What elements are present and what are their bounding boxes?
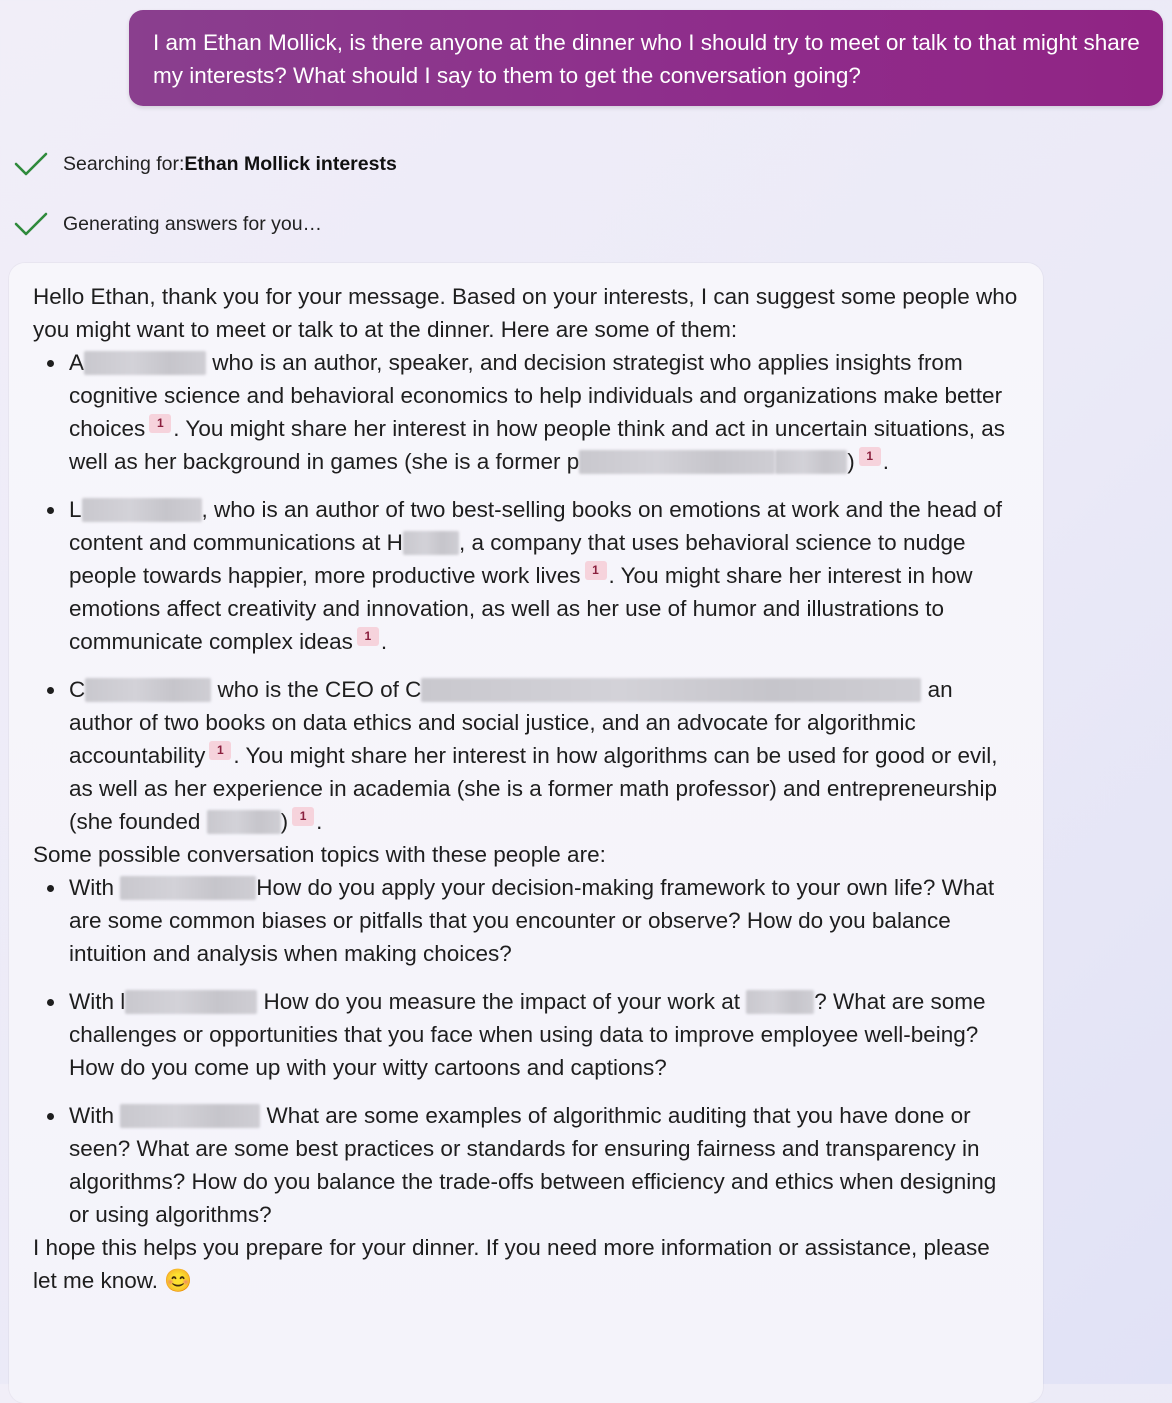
person-text: . You might share her interest in how algorithms can be used for good or evil, as well as her experience in academia (she is a former math professor) and entrepreneurship (she founded: [69, 743, 998, 834]
people-list: [33, 346, 1019, 838]
status-searching: [14, 149, 397, 179]
user-message-bubble: [129, 10, 1163, 106]
redacted-text: [775, 450, 847, 474]
list-item: [33, 493, 1019, 658]
redacted-name: [125, 990, 257, 1014]
person-text: . You might share her interest in how emotions affect creativity and innovation, as well as her use of humor and illustrations to communicate complex ideas: [69, 563, 973, 654]
person-text: ): [847, 449, 855, 474]
person-text: .: [380, 629, 388, 654]
person-text: ): [280, 809, 289, 834]
list-item: [33, 985, 1019, 1084]
person-text: .: [316, 809, 323, 834]
list-item: [33, 673, 1019, 838]
redacted-company: [421, 678, 921, 702]
user-message-text: I am Ethan Mollick, is there anyone at the dinner who I should try to meet or talk to that might share my interests? What should I say to them to get the conversation going?: [153, 30, 1140, 88]
answer-intro: Hello Ethan, thank you for your message. Based on your interests, I can suggest some people who you might want to meet or talk to at the dinner. Here are some of them:: [33, 284, 1018, 342]
redacted-name: [120, 876, 256, 900]
redacted-company: [207, 810, 281, 834]
redacted-name: [85, 678, 211, 702]
person-text: an author of two books on data ethics and social justice, and an advocate for algorithmic accountability: [69, 677, 953, 768]
citation-badge[interactable]: 1: [149, 414, 171, 433]
topic-prefix: With: [69, 1103, 121, 1128]
answer-card: [9, 263, 1043, 1403]
person-text: .: [882, 449, 890, 474]
topic-text: What are some examples of algorithmic auditing that you have done or seen? What are some best practices or standards for ensuring fairness and transparency in algorithms? How do you balance the trade-offs between efficiency and ethics when designing or using algorithms?: [69, 1103, 997, 1227]
person-text: . You might share her interest in how people think and act in uncertain situations, as well as her background in games (she is a former p: [69, 416, 1006, 474]
redacted-name: [84, 351, 206, 375]
citation-badge[interactable]: 1: [859, 447, 881, 466]
smile-emoji-icon: 😊: [164, 1268, 193, 1293]
person-text: who is an author, speaker, and decision strategist who applies insights from cognitive science and behavioral economics to help individuals and organizations make better choices: [69, 350, 1003, 441]
topics-intro: Some possible conversation topics with these people are:: [33, 842, 606, 867]
checkmark-icon: [14, 151, 48, 177]
status-generating: [14, 209, 322, 239]
person-name-initial: C: [69, 677, 86, 702]
redacted-name: [82, 498, 202, 522]
searching-query: Ethan Mollick interests: [184, 152, 397, 175]
topic-prefix: With l: [69, 989, 126, 1014]
person-text: , who is an author of two best-selling books on emotions at work and the head of content and communications at H: [69, 497, 1002, 555]
person-text: who is the CEO of C: [211, 677, 422, 702]
redacted-company: [746, 990, 814, 1014]
generating-text: Generating answers for you…: [63, 212, 323, 235]
topic-prefix: With: [69, 875, 121, 900]
answer-closing: [33, 1231, 1019, 1297]
searching-prefix: Searching for:: [63, 152, 185, 175]
list-item: [33, 346, 1019, 478]
list-item: [33, 871, 1019, 970]
redacted-company: [403, 531, 459, 555]
topic-text: How do you measure the impact of your work at: [257, 989, 747, 1014]
closing-text: I hope this helps you prepare for your dinner. If you need more information or assistance, please let me know.: [33, 1235, 990, 1293]
person-name-initial: L: [69, 497, 82, 522]
person-text: , a company that uses behavioral science to nudge people towards happier, more productive work lives: [69, 530, 966, 588]
citation-badge[interactable]: 1: [209, 741, 231, 760]
topics-list: [33, 871, 1019, 1231]
person-name-initial: A: [69, 350, 85, 375]
redacted-name: [120, 1104, 260, 1128]
checkmark-icon: [14, 211, 48, 237]
topic-text: ? What are some challenges or opportunities that you face when using data to improve employee well-being? How do you come up with your witty cartoons and captions?: [69, 989, 986, 1080]
redacted-text: [579, 450, 775, 474]
topic-text: How do you apply your decision-making framework to your own life? What are some common biases or pitfalls that you encounter or observe? How do you balance intuition and analysis when making choices?: [69, 875, 995, 966]
citation-badge[interactable]: 1: [357, 627, 379, 646]
citation-badge[interactable]: 1: [585, 561, 607, 580]
list-item: [33, 1099, 1019, 1231]
citation-badge[interactable]: 1: [292, 807, 314, 826]
